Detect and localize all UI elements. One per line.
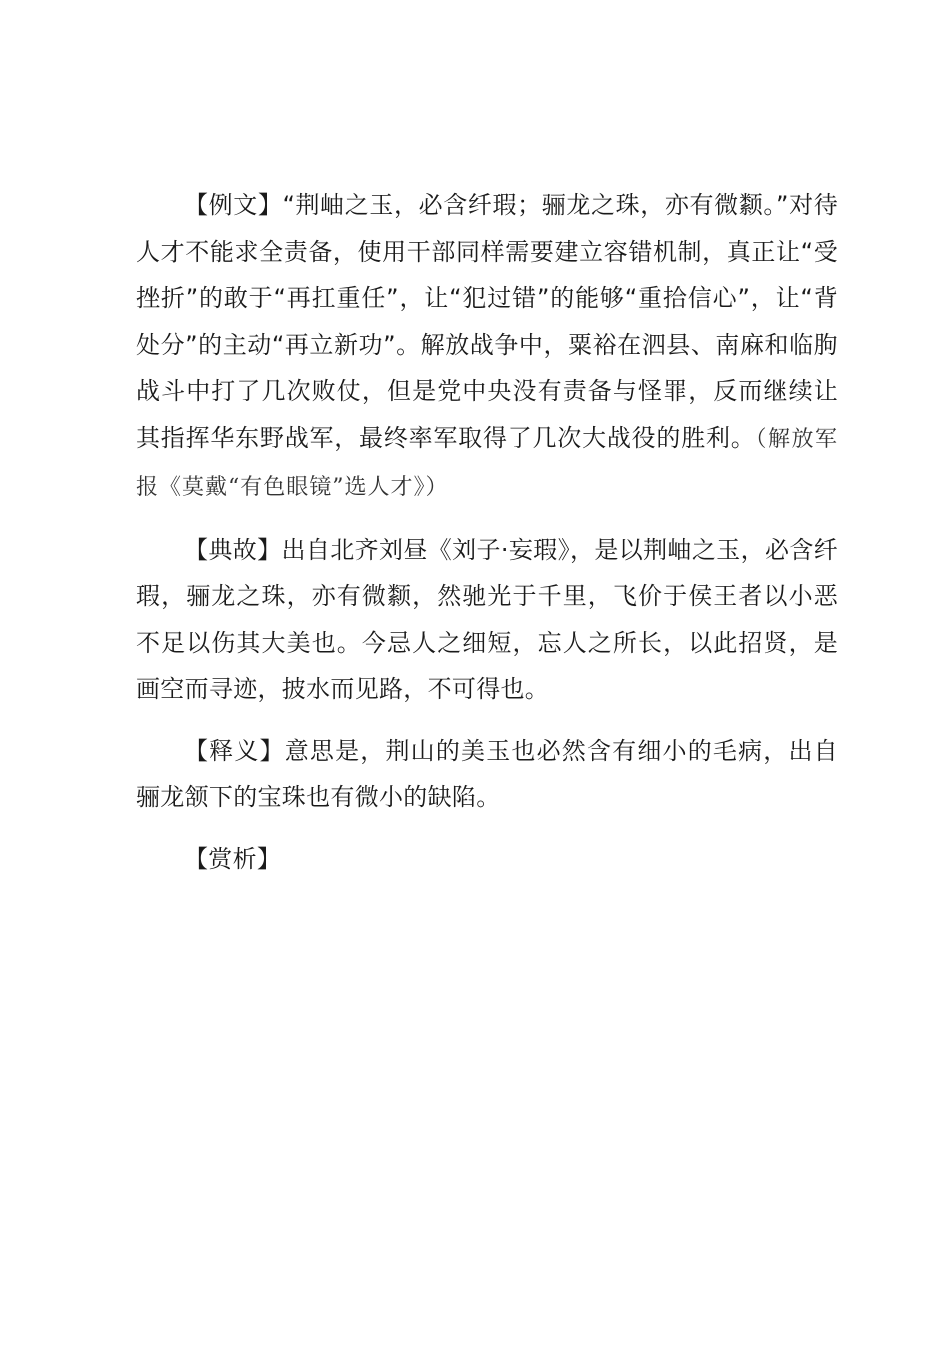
document-body — [136, 182, 838, 882]
appreciation-label: 【赏析】 — [184, 844, 282, 873]
example-text: “荆岫之玉，必含纤瑕；骊龙之珠，亦有微颣。”对待人才不能求全责备，使用干部同样需要建立容错机制，真正让“受挫折”的敢于“再扛重任”，让“犯过错”的能够“重拾信心”，让“背处分”的主动“再立新功”。解放战争中，粟裕在泗县、南麻和临朐战斗中打了几次败仗，但是党中央没有责备与怪罪，反而继续让其指挥华东野战军，最终率军取得了几次大战役的胜利。 — [136, 191, 838, 452]
appreciation-paragraph — [136, 836, 838, 883]
example-label: 【例文】 — [184, 191, 283, 219]
allusion-label: 【典故】 — [184, 535, 282, 564]
example-paragraph — [136, 182, 838, 512]
allusion-paragraph — [136, 527, 838, 713]
meaning-label: 【释义】 — [184, 736, 285, 765]
example-source: （解放军报《莫戴“有色眼镜”选人才》） — [136, 426, 838, 500]
meaning-paragraph — [136, 728, 838, 821]
allusion-text: 出自北齐刘昼《刘子·妄瑕》，是以荆岫之玉，必含纤瑕，骊龙之珠，亦有微颣，然驰光于千里，飞价于侯王者以小恶不足以伤其大美也。今忌人之细短，忘人之所长，以此招贤，是画空而寻迹，披水而见路，不可得也。 — [136, 535, 839, 703]
meaning-text: 意思是，荆山的美玉也必然含有细小的毛病，出自骊龙颔下的宝珠也有微小的缺陷。 — [136, 736, 838, 811]
